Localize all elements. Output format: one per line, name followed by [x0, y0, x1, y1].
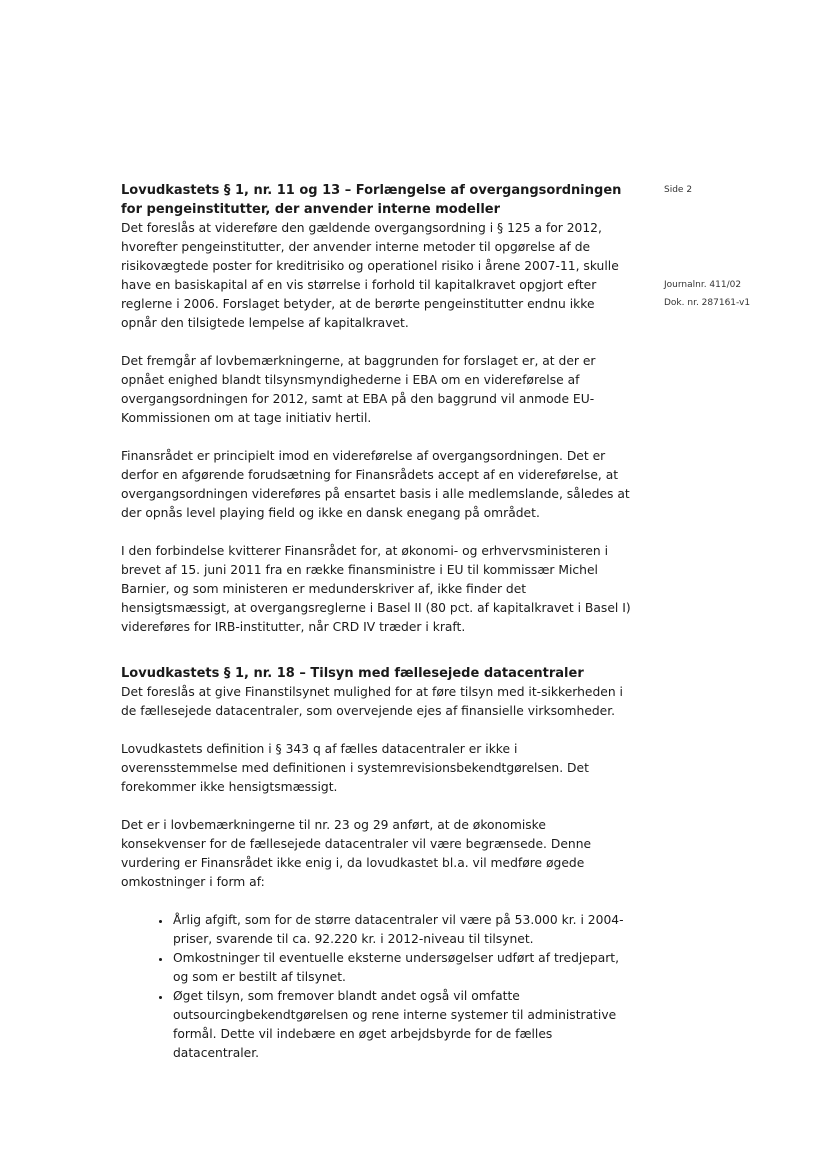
- paragraph: Det fremgår af lovbemærkningerne, at baggrunden for forslaget er, at der er opnået enighed blandt tilsynsmyndighederne i EBA om en videreførelse af overgangsordningen for 2012, samt at EBA på den baggrund vil anmode EU-Kommissionen om at tage initiativ hertil.: [121, 354, 596, 425]
- list-item: • Årlig afgift, som for de større datacentraler vil være på 53.000 kr. i 2004-priser, svarende til ca. 92.220 kr. i 2012-niveau til tilsynet.: [171, 911, 631, 949]
- list-item: • Omkostninger til eventuelle eksterne undersøgelser udført af tredjepart, og som er bestilt af tilsynet.: [171, 949, 631, 987]
- paragraph: I den forbindelse kvitterer Finansrådet for, at økonomi- og erhvervsministeren i brevet af 15. juni 2011 fra en række finansministre i EU til kommissær Michel Barnier, og som ministeren er medunderskriver af, ikke finder det hensigtsmæssigt, at overgangsreglerne i Basel II (80 pct. af kapitalkravet i Basel I) videreføres for IRB-institutter, når CRD IV træder i kraft.: [121, 544, 631, 634]
- section-heading: Lovudkastets § 1, nr. 18 – Tilsyn med fællesejede datacentraler: [121, 666, 584, 681]
- paragraph: Det er i lovbemærkningerne til nr. 23 og 29 anført, at de økonomiske konsekvenser for de fællesejede datacentraler vil være begrænsede. Denne vurdering er Finansrådet ikke enig i, da lovudkastet bl.a. vil medføre øgede omkostninger i form af:: [121, 818, 592, 889]
- paragraph: Lovudkastets definition i § 343 q af fælles datacentraler er ikke i overensstemmelse med definitionen i systemrevisionsbekendtgørelsen. Det forekommer ikke hensigtsmæssigt.: [121, 742, 589, 794]
- page-number: Side 2: [664, 185, 693, 195]
- list-item: • Øget tilsyn, som fremover blandt andet også vil omfatte outsourcingbekendtgørelsen og rene interne systemer til administrative formål. Dette vil indebære en øget arbejdsbyrde for de fælles datacentraler.: [171, 987, 631, 1063]
- paragraph: Det foreslås at videreføre den gældende overgangsordning i § 125 a for 2012, hvorefter pengeinstitutter, der anvender interne metoder til opgørelse af de risikovægtede poster for kreditrisiko og operationel risiko i årene 2007-11, skulle have en basiskapital af en vis størrelse i forhold til kapitalkravet opgjort efter reglerne i 2006. Forslaget betyder, at de berørte pengeinstitutter endnu ikke opnår den tilsigtede lempelse af kapitalkravet.: [121, 221, 619, 330]
- paragraph: Finansrådet er principielt imod en videreførelse af overgangsordningen. Det er derfor en afgørende forudsætning for Finansrådets accept af en videreførelse, at overgangsordningen videreføres på ensartet basis i alle medlemslande, således at der opnås level playing field og ikke en dansk enegang på området.: [121, 449, 630, 520]
- paragraph: Det foreslås at give Finanstilsynet mulighed for at føre tilsyn med it-sikkerheden i de fællesejede datacentraler, som overvejende ejes af finansielle virksomheder.: [121, 685, 623, 718]
- section-heading: Lovudkastets § 1, nr. 11 og 13 – Forlængelse af overgangsordningen for pengeinstitutter, der anvender interne modeller: [121, 183, 622, 217]
- cost-list: [121, 911, 631, 1063]
- section-data-centres: [121, 664, 631, 1063]
- section-transition-scheme: [121, 181, 631, 656]
- document-number: Dok. nr. 287161-v1: [664, 298, 751, 308]
- journal-number: Journalnr. 411/02: [664, 280, 742, 290]
